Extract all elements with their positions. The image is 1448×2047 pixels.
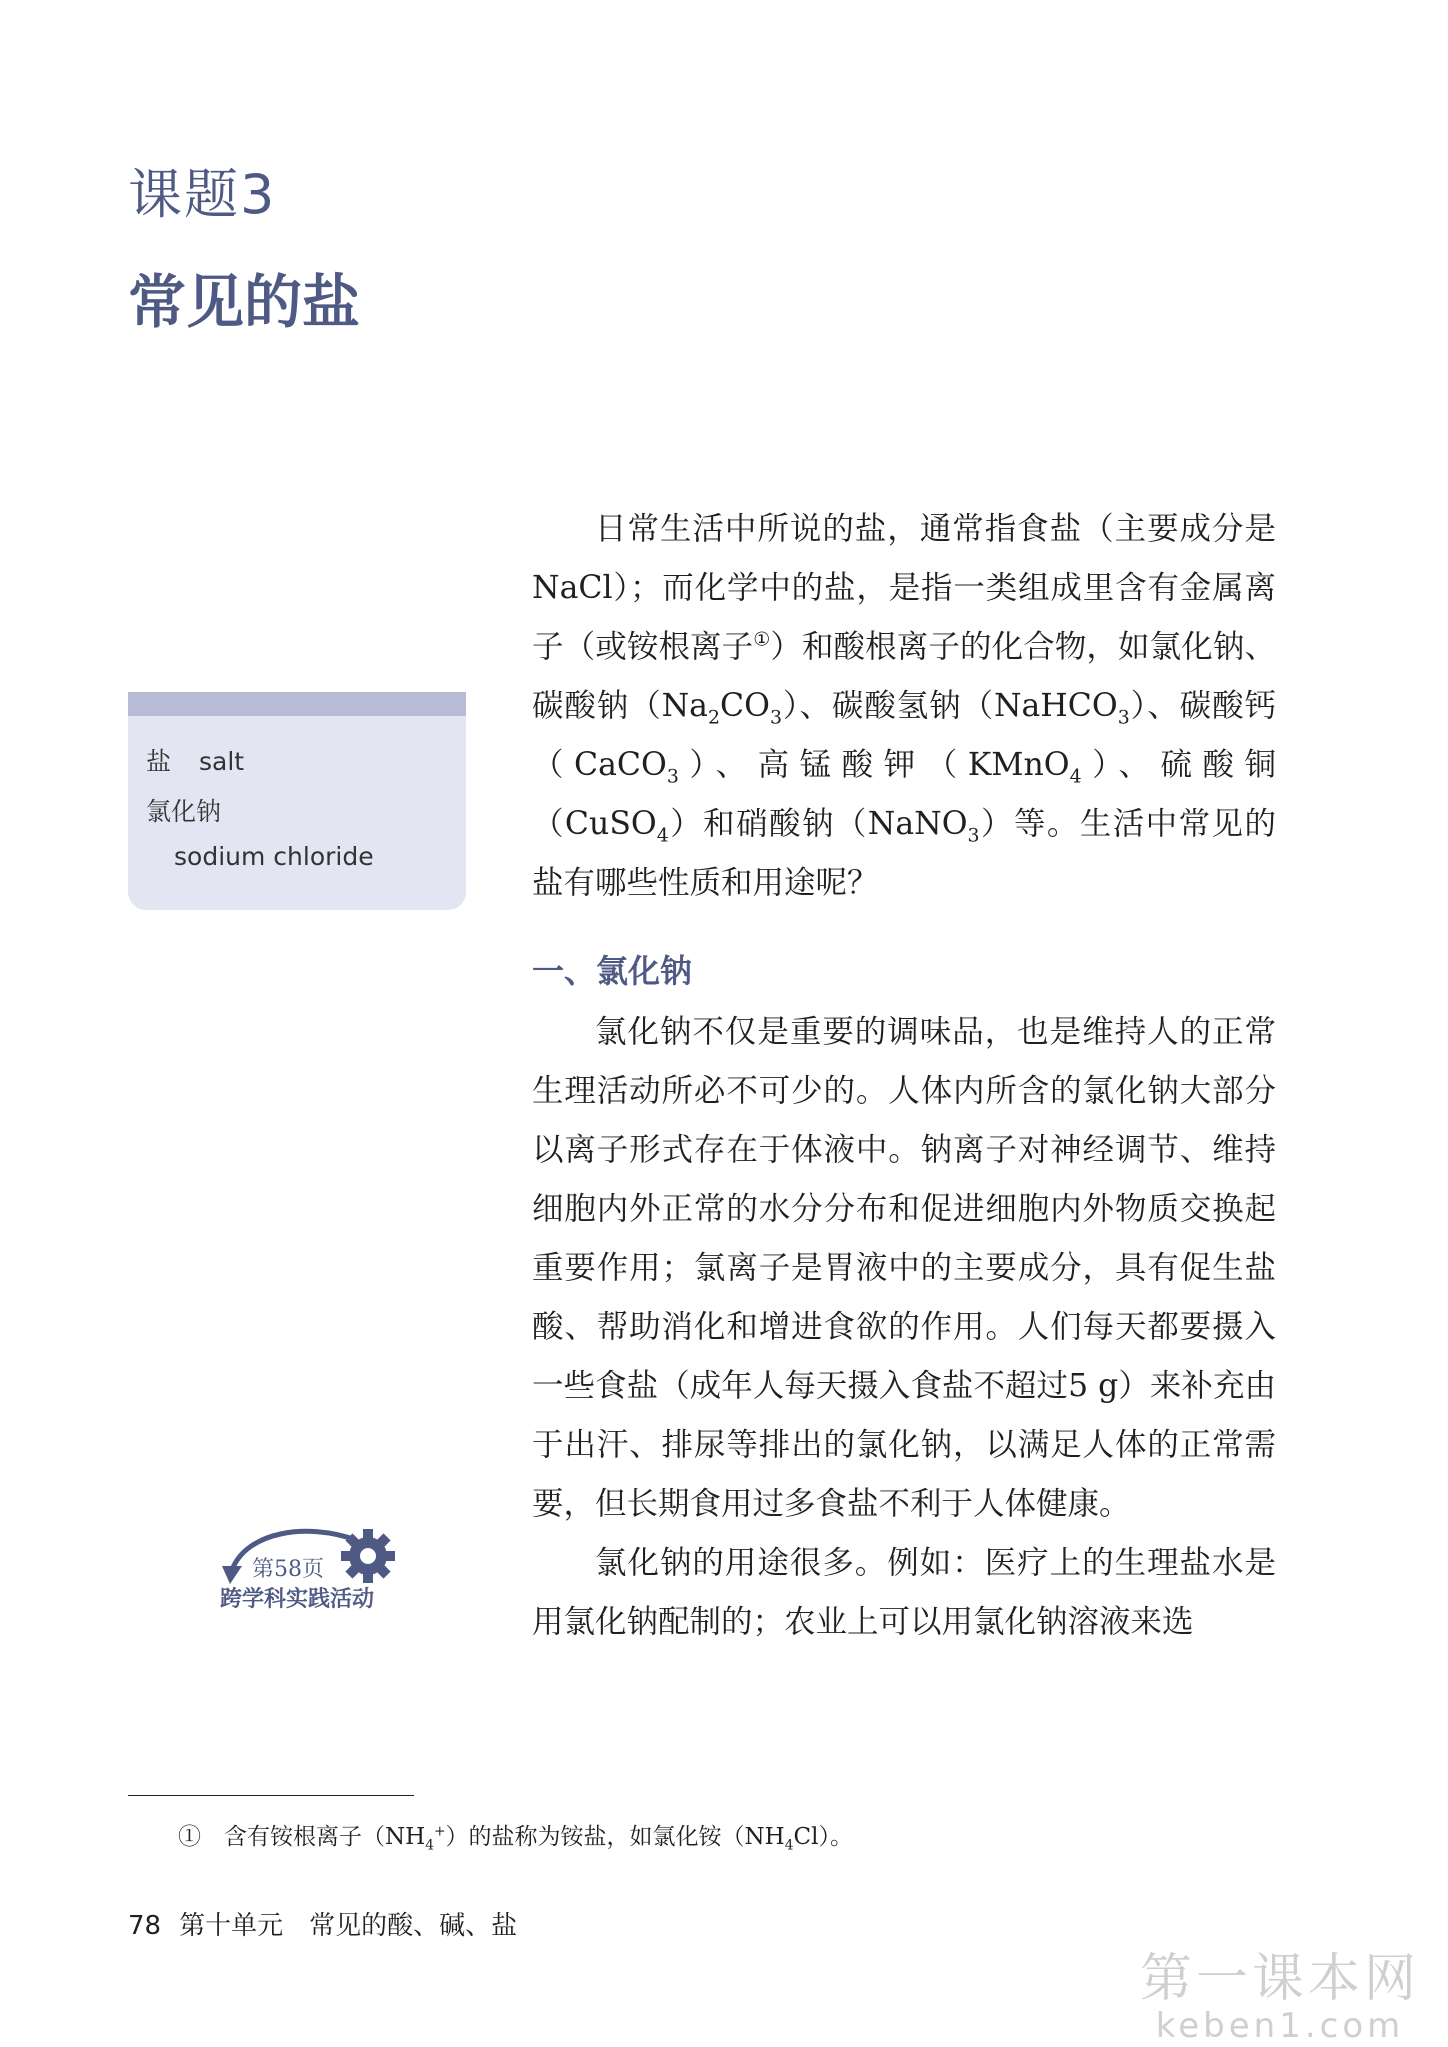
intro-text-2: ）和酸根离子的化合物，如氯化钠、碳酸钠（Na (532, 629, 1276, 724)
vocab-row-salt (146, 742, 244, 778)
intro-text-7: ）、硫酸铜（CuSO (532, 747, 1276, 842)
footnote-text-3: Cl）。 (793, 1824, 853, 1850)
intro-subscript-5: 4 (1069, 765, 1082, 788)
intro-subscript-1: 2 (707, 706, 720, 729)
intro-text-1: 日常生活中所说的盐，通常指食盐（主要成分是NaCl）；而化学中的盐，是指一类组成里含有金属离子（或铵根离子 (532, 511, 1276, 665)
watermark (1140, 1950, 1420, 2044)
vocabulary-box-header-bar (128, 692, 466, 716)
footnote-marker: ① (178, 1824, 201, 1850)
intro-text-4: ）、碳酸氢钠（NaHCO (781, 688, 1118, 724)
intro-paragraph (532, 500, 1276, 913)
intro-text-8: ）和硝酸钠（NaNO (668, 806, 968, 842)
intro-text-3: CO (720, 688, 770, 724)
intro-subscript-6: 4 (656, 824, 669, 847)
activity-page-reference: 第58页 (252, 1557, 324, 1582)
intro-subscript-7: 3 (967, 824, 980, 847)
section-paragraph-1: 氯化钠不仅是重要的调味品，也是维持人的正常生理活动所必不可少的。人体内所含的氯化钠大部分以离子形式存在于体液中。钠离子对神经调节、维持细胞内外正常的水分分布和促进细胞内外物质交换起重要作用；氯离子是胃液中的主要成分，具有促生盐酸、帮助消化和增进食欲的作用。人们每天都要摄入一些食盐（成年人每天摄入食盐不超过5 g）来补充由于出汗、排尿等排出的氯化钠，以满足人体的正常需要，但长期食用过多食盐不利于人体健康。 (532, 1014, 1276, 1522)
vocab-zh-sodium-chloride: 氯化钠 (146, 797, 222, 826)
watermark-line-1: 第一课本网 (1140, 1949, 1421, 2009)
activity-label: 跨学科实践活动 (220, 1587, 375, 1612)
section-heading-sodium-chloride: 一、氯化钠 (532, 952, 693, 990)
lesson-number: 课题3 (128, 163, 277, 226)
footnote-subscript-2: 4 (784, 1837, 794, 1854)
watermark-line-2: keben1.com (1155, 2006, 1405, 2046)
main-text (532, 500, 1276, 1652)
vocab-en-salt: salt (199, 747, 245, 776)
page-number: 78 (128, 1911, 162, 1941)
footnote (178, 1818, 853, 1854)
footnote-text-1: 含有铵根离子（NH (224, 1824, 426, 1850)
vocab-zh-salt: 盐 (146, 747, 172, 776)
intro-text-5: ）、碳酸钙（CaCO (532, 688, 1276, 783)
vocab-en-sodium-chloride: sodium chloride (174, 842, 374, 871)
vocabulary-box (128, 692, 466, 910)
section-paragraph-2: 氯化钠的用途很多。例如：医疗上的生理盐水是用氯化钠配制的；农业上可以用氯化钠溶液来选 (532, 1545, 1276, 1640)
page-footer (128, 1905, 517, 1942)
intro-subscript-2: 3 (769, 706, 782, 729)
footnote-text-2: ）的盐称为铵盐，如氯化铵（NH (445, 1824, 785, 1850)
intro-text-9: ）等。生活中常见的盐有哪些性质和用途呢？ (532, 806, 1276, 901)
footnote-superscript: + (433, 1823, 446, 1840)
cross-discipline-activity-link[interactable] (216, 1522, 406, 1612)
intro-text-6: ）、高锰酸钾（KMnO (678, 747, 1070, 783)
footnote-reference: ① (753, 628, 771, 651)
intro-subscript-3: 3 (1117, 706, 1130, 729)
intro-subscript-4: 3 (666, 765, 679, 788)
lesson-title: 常见的盐 (128, 268, 361, 336)
footnote-subscript-1: 4 (425, 1837, 434, 1854)
footnote-divider (128, 1795, 414, 1796)
unit-title: 第十单元 常见的酸、碱、盐 (179, 1911, 518, 1941)
